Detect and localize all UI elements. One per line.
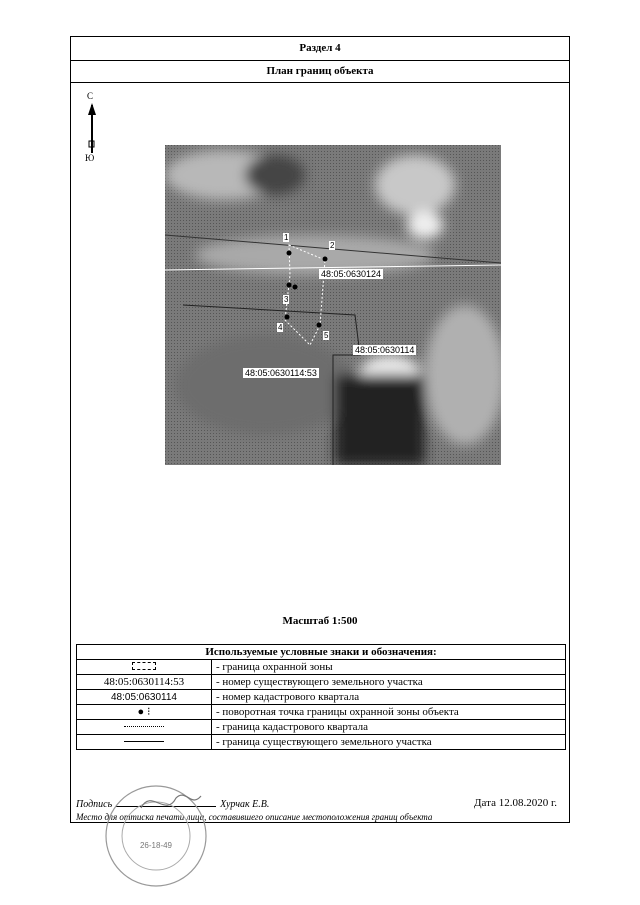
document-frame bbox=[70, 36, 570, 823]
quarter-number-label: 48:05:0630124 bbox=[321, 269, 382, 279]
quarter-number-label: 48:05:0630114 bbox=[355, 345, 415, 355]
turning-point bbox=[287, 251, 292, 256]
legend-symbol-zone bbox=[77, 660, 212, 675]
legend-symbol-quarter bbox=[77, 720, 212, 735]
parcel-number-label: 48:05:0630114:53 bbox=[245, 368, 317, 378]
legend-desc: - поворотная точка границы охранной зоны объекта bbox=[212, 705, 566, 720]
point-label: 1 bbox=[284, 233, 289, 242]
legend-symbol: 48:05:0630114 bbox=[77, 690, 212, 705]
north-arrow-icon bbox=[81, 101, 103, 161]
legend-desc: - граница охранной зоны bbox=[212, 660, 566, 675]
compass-north-label: С bbox=[87, 91, 94, 101]
stamp-number: 26-18-49 bbox=[139, 841, 173, 850]
signer-name: Хурчак Е.В. bbox=[220, 799, 270, 810]
legend-row bbox=[77, 720, 566, 735]
turning-point bbox=[323, 257, 328, 262]
north-arrow bbox=[81, 91, 103, 163]
turning-point bbox=[293, 285, 298, 290]
turning-point bbox=[317, 323, 322, 328]
point-label: 3 bbox=[284, 295, 289, 304]
point-label: 2 bbox=[330, 241, 335, 250]
scale-label: Масштаб 1:500 bbox=[282, 615, 358, 627]
legend-desc: - граница существующего земельного участка bbox=[212, 735, 566, 750]
point-label: 5 bbox=[324, 331, 329, 340]
legend-desc: - номер кадастрового квартала bbox=[212, 690, 566, 705]
signature-label: Подпись bbox=[76, 799, 113, 810]
legend-desc: - граница кадастрового квартала bbox=[212, 720, 566, 735]
turning-point bbox=[285, 315, 290, 320]
legend-header: Используемые условные знаки и обозначения: bbox=[77, 645, 566, 660]
document-date: Дата 12.08.2020 г. bbox=[474, 797, 557, 809]
legend-symbol: 48:05:0630114:53 bbox=[77, 675, 212, 690]
section-title: Раздел 4 bbox=[71, 37, 569, 61]
legend-row bbox=[77, 660, 566, 675]
legend-row bbox=[77, 705, 566, 720]
legend-row bbox=[77, 735, 566, 750]
legend-row bbox=[77, 675, 566, 690]
point-label: 4 bbox=[278, 323, 283, 332]
legend-row bbox=[77, 690, 566, 705]
map-canvas bbox=[165, 145, 501, 465]
seal-stamp bbox=[96, 778, 218, 890]
turning-point bbox=[287, 283, 292, 288]
legend-symbol-parcel bbox=[77, 735, 212, 750]
aerial-map bbox=[165, 145, 501, 465]
stamp-placeholder-note: Место для оттиска печати лица, составившего описание местоположения границ объекта bbox=[76, 812, 433, 822]
legend-desc: - номер существующего земельного участка bbox=[212, 675, 566, 690]
legend-table bbox=[76, 644, 566, 750]
compass-south-label: Ю bbox=[85, 153, 95, 163]
legend-symbol: ● ⁝ bbox=[77, 705, 212, 720]
plan-title: План границ объекта bbox=[71, 61, 569, 83]
